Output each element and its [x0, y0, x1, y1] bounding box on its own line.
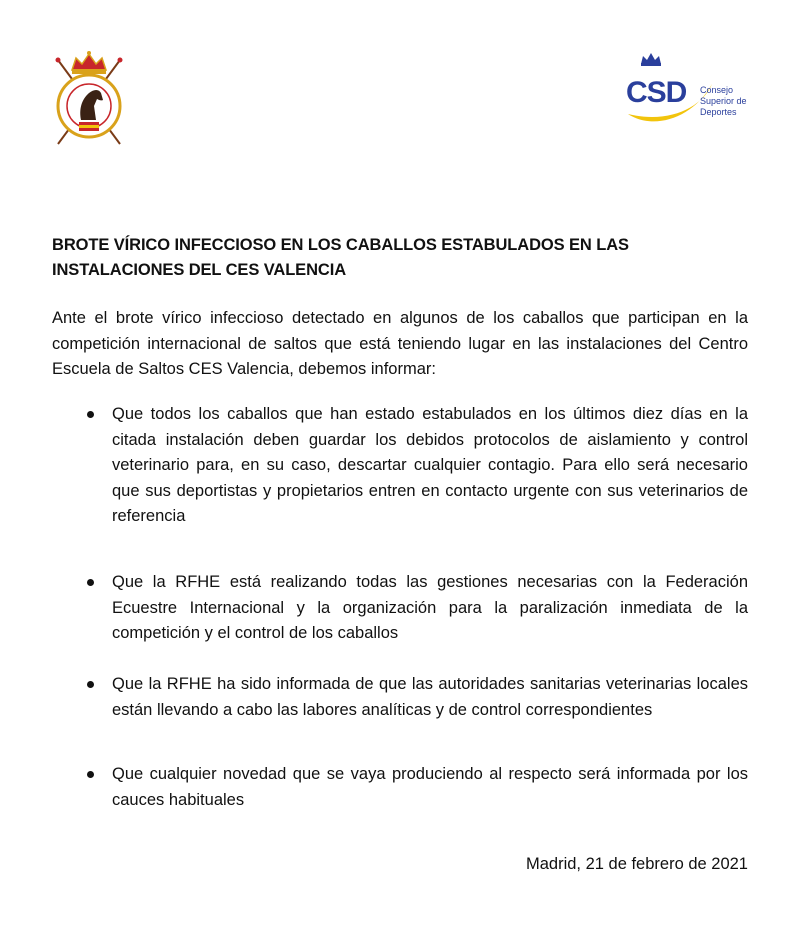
csd-line3: Deportes	[700, 107, 737, 117]
intro-paragraph: Ante el brote vírico infeccioso detectado en algunos de los caballos que participan en la competición internacional de saltos que está teniendo lugar en las instalaciones del Centro Escuela de Saltos CES Valencia, debemos informar:	[52, 309, 748, 378]
rfhe-crest-logo	[48, 48, 130, 148]
bullet-icon	[87, 411, 94, 418]
list-item-text: Que todos los caballos que han estado estabulados en los últimos diez días en la citada instalación deben guardar los debidos protocolos de aislamiento y control veterinario para, en su caso, descartar cualquier contagio. Para ello será necesario que sus deportistas y propietarios entren en contacto urgente con sus veterinarios de referencia	[112, 405, 748, 525]
csd-logo	[622, 50, 752, 136]
csd-line2: Superior de	[700, 96, 747, 106]
list-item-text: Que la RFHE está realizando todas las gestiones necesarias con la Federación Ecuestre Internacional y la organización para la paralización inmediata de la competición y el control de los caballos	[112, 573, 748, 642]
signature-date: Madrid, 21 de febrero de 2021	[526, 855, 748, 873]
document-title: BROTE VÍRICO INFECCIOSO EN LOS CABALLOS ESTABULADOS EN LAS INSTALACIONES DEL CES VALENCIA	[52, 236, 629, 279]
list-item-text: Que cualquier novedad que se vaya produciendo al respecto será informada por los cauces habituales	[112, 765, 748, 809]
list-item-text: Que la RFHE ha sido informada de que las autoridades sanitarias veterinarias locales están llevando a cabo las labores analíticas y de control correspondientes	[112, 675, 748, 719]
csd-abbr: CSD	[626, 76, 687, 109]
csd-line1: Consejo	[700, 85, 734, 95]
bullet-icon	[87, 681, 94, 688]
bullet-icon	[87, 579, 94, 586]
bullet-icon	[87, 771, 94, 778]
